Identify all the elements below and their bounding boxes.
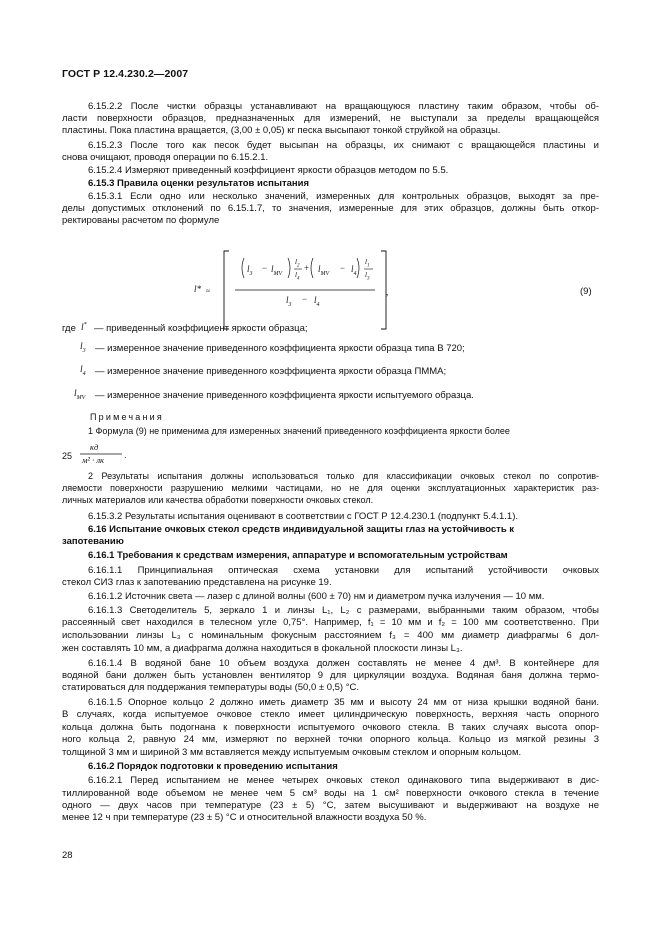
section-heading: 6.16.2 Порядок подготовки к проведению испытания [88, 761, 338, 772]
symbol-l-star: l* [81, 322, 87, 334]
formula-minus: − [302, 294, 308, 304]
section-heading: запотеванию [62, 536, 124, 547]
paragraph-line: 6.16.1.2 Источник света — лазер с длиной волны (600 ± 70) нм и диаметром пучка излучения — 10 мм. [88, 591, 545, 602]
formula-symbol: l [247, 264, 250, 274]
formula-symbol: l [286, 295, 289, 305]
page-number: 28 [62, 850, 73, 861]
paragraph-line: 6.16.2.1 Перед испытанием не менее четырех очковых стекол одинакового типа выдерживают в дис- [88, 775, 599, 786]
notes-title: Примечания [90, 412, 164, 422]
note-line: личных материалов или качества обработки поверхности очковых стекол. [62, 495, 374, 505]
note-end: . [124, 450, 127, 460]
section-heading: 6.16.1 Требования к средствам измерения, аппаратуре и вспомогательным устройствам [88, 550, 508, 561]
paragraph-line: снова очищают, проводя операции по 6.15.2.1. [62, 152, 269, 163]
where-label: где [62, 323, 76, 334]
formula-comma: , [386, 287, 389, 297]
paragraph-line: делы допустимых отклонений по 6.15.1.7, то значения, измеренные для этих образцов, должны быть откор- [62, 203, 599, 214]
formula-term: $l_4$ [351, 264, 357, 277]
formula-frac-bottom: $l_4$ [295, 271, 300, 282]
formula-number: (9) [580, 286, 592, 297]
note-line: ляемости поверхности разрушению мелкими частицами, но не для оценки эксплуатационных характеристик раз- [62, 483, 599, 493]
formula-minus: − [262, 263, 268, 273]
paragraph-line: 6.15.2.4 Измеряют приведенный коэффициент яркости образцов методом по 5.5. [88, 165, 449, 176]
paragraph-line: 6.16.1.3 Светоделитель 5, зеркало 1 и линзы L₁, L₂ с размерами, выбранными таким образом, чтобы [88, 605, 599, 616]
paragraph-line: кольца должна быть подогнана к поверхности испытуемого очкового стекла. В таких случаях высота опор- [62, 722, 599, 733]
paragraph-line: 6.15.3.2 Результаты испытания оценивают в соответствии с ГОСТ Р 12.4.230.1 (подпункт 5.4.1.1). [88, 511, 519, 522]
paragraph-line: толщиной 3 мм и шириной 3 мм вставляется между испытуемым очковым стеклом и опорным кольцом. [62, 747, 522, 758]
note-unit-numerator: кд [90, 442, 99, 452]
formula-term: $l_3$ [247, 264, 253, 277]
paragraph-line: менее 12 ч при температуре (23 ± 5) °C и относительной влажности воздуха 50 %. [62, 812, 427, 823]
definition-2: — измеренное значение приведенного коэффициента яркости образца типа В 720; [95, 343, 465, 354]
note-number: 25 [62, 451, 73, 461]
symbol-lmv: $l_{MV}$ [74, 389, 86, 401]
symbol-l3: $l_3$ [80, 342, 86, 354]
paragraph-line: ного кольца 2, равную 24 мм, измеряют по верхней точки опорного кольца. Кольцо из мягкой резины 3 [62, 734, 599, 745]
formula-lhs [194, 284, 201, 294]
paragraph-line: 6.16.1.1 Принципиальная оптическая схема установки для испытаний устойчивости очковых [88, 565, 599, 576]
formula-frac-bottom: $l_3$ [365, 271, 370, 282]
formula-lhs-text: l* [194, 284, 202, 294]
paragraph-line: 6.16.1.4 В водяной бане 10 объем воздуха должен составлять не менее 4 дм³. В контейнере для [88, 658, 599, 669]
definition-3: — измеренное значение приведенного коэффициента яркости образца ПММА; [95, 366, 447, 377]
definition-1: — приведенный коэффициент яркости образца; [94, 323, 308, 334]
paragraph-line: рассеянный свет находился в телесном угле 0,75°. Например, f₁ = 10 мм и f₂ = 100 мм соответственно. При [62, 617, 599, 628]
paragraph-line: стекол СИЗ глаз к запотеванию представлена на рисунке 19. [62, 577, 332, 588]
paragraph-line: 6.15.2.2 После чистки образцы устанавливают на вращающуюся пластину таким образом, чтобы об- [88, 101, 599, 112]
paragraph-line: 6.15.2.3 После того как песок будет высыпан на образцы, их снимают с вращающейся пластины и [88, 140, 599, 151]
formula-term: $l_{MV}$ [271, 264, 283, 277]
formula-symbol: l [271, 264, 274, 274]
note-line: 2 Результаты испытания должны использоваться только для классификации очковых стекол по сопротив- [88, 471, 599, 481]
paragraph-line: В случаях, когда испытуемое очковое стекло имеет цилиндрическую поверхность, верхняя часть опорного [62, 709, 599, 720]
paragraph-line: тиллированной воде объемом не менее чем 5 см³ воды на 1 см² поверхности очкового стекла в течение [62, 788, 599, 799]
paragraph-line: использовании линзы L₃ с номинальным фокусным расстоянием f₃ = 400 мм диаметр диафрагмы 6 дол- [62, 630, 599, 641]
formula-plus: + [304, 263, 310, 273]
paragraph-line: жен составлять 10 мм, а диафрагма должна находиться в фокальной плоскости линзы L₃. [62, 643, 463, 654]
formula-term: $l_{MV}$ [318, 264, 330, 277]
formula-term: $l_4$ [314, 295, 320, 308]
paragraph-line: 6.16.1.5 Опорное кольцо 2 должно иметь диаметр 35 мм и высоту 24 мм от низа крышки водяной бани. [88, 697, 599, 708]
section-heading: 6.16 Испытание очковых стекол средств индивидуальной защиты глаз на устойчивость к [88, 524, 515, 535]
formula-minus: − [340, 263, 346, 273]
symbol-l4: $l_4$ [80, 365, 86, 377]
formula-frac-top: $l_2$ [295, 258, 300, 269]
section-heading: 6.15.3 Правила оценки результатов испытания [88, 178, 310, 189]
paragraph-line: водяной бани должен быть установлен вентилятор 9 для циркуляции воздуха. Водяная баня должна термо- [62, 670, 599, 681]
paragraph-line: одного — двух часов при температуре (23 ± 5) °C, затем высушивают и выдерживают на воздухе не [62, 800, 599, 811]
formula-term: $l_3$ [286, 295, 292, 308]
document-header: ГОСТ Р 12.4.230.2—2007 [62, 68, 189, 80]
formula-approx: ≈ [206, 287, 210, 295]
note-unit-denominator: м² · лк [82, 455, 105, 465]
note-line: 1 Формула (9) не применима для измеренных значений приведенного коэффициента яркости более [88, 426, 510, 436]
paragraph-line: 6.15.3.1 Если одно или несколько значений, измеренных для контрольных образцов, выходят за пре- [88, 191, 599, 202]
definition-4: — измеренное значение приведенного коэффициента яркости испытуемого образца. [95, 390, 474, 401]
paragraph-line: пластины. Пока пластина вращается, (3,00 ± 0,05) кг песка высыпают тонкой струйкой на образцы. [62, 125, 501, 136]
formula-frac-top: $l_1$ [365, 258, 370, 269]
formula-symbol: l [314, 295, 317, 305]
paragraph-line: ректированы расчетом по формуле [62, 215, 220, 226]
paragraph-line: ласти поверхности образцов, предназначенных для измерений, не выступали за пределы вращающейся [62, 113, 599, 124]
paragraph-line: статироваться для поддержания температуры воды (50,0 ± 0,5) °C. [62, 682, 360, 693]
